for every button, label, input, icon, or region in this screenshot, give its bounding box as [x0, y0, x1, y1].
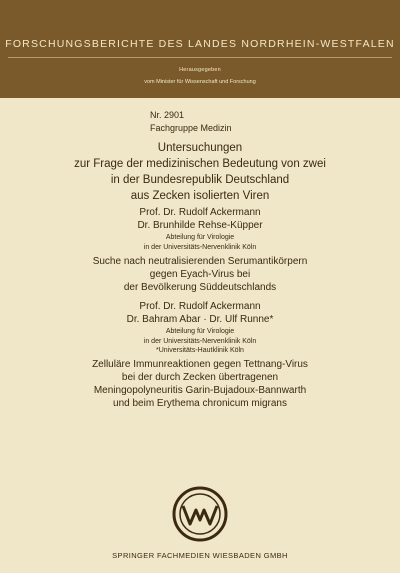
editor-label: Herausgegeben [179, 67, 221, 73]
part-title-line: und beim Erythema chronicum migrans [113, 398, 287, 409]
series-banner [0, 0, 400, 98]
editor-name: vom Minister für Wissenschaft und Forschung [144, 79, 256, 85]
part1-title [0, 255, 400, 294]
affiliation-line: *Universitäts-Hautklinik Köln [156, 347, 244, 354]
part2-title [0, 358, 400, 410]
main-title-line: in der Bundesrepublik Deutschland [110, 174, 290, 186]
part2-affiliation [0, 327, 400, 356]
report-number: Nr. 2901 [150, 110, 185, 120]
part2-authors [0, 300, 400, 326]
affiliation-line: Abteilung für Virologie [165, 328, 235, 335]
main-title-line: aus Zecken isolierten Viren [130, 190, 270, 202]
publisher-name: SPRINGER FACHMEDIEN WIESBADEN GMBH [112, 551, 288, 560]
main-title-line: zur Frage der medizinischen Bedeutung von zwei [74, 158, 326, 170]
author-line: Prof. Dr. Rudolf Ackermann [139, 301, 261, 312]
affiliation-line: Abteilung für Virologie [165, 234, 235, 241]
banner-divider [8, 57, 392, 58]
part1-authors [0, 206, 400, 232]
series-title: FORSCHUNGSBERICHTE DES LANDES NORDRHEIN-WESTFALEN [5, 38, 395, 50]
part1-affiliation [0, 233, 400, 252]
part-title-line: Suche nach neutralisierenden Serumantikörpern [92, 256, 308, 267]
part-title-line: gegen Eyach-Virus bei [149, 269, 251, 280]
part-title-line: bei der durch Zecken übertragenen [121, 372, 279, 383]
part-title-line: Meningopolyneuritis Garin-Bujadoux-Bannwarth [93, 385, 307, 396]
main-title [0, 140, 400, 204]
springer-fachmedien-logo-icon [171, 485, 229, 543]
author-line: Prof. Dr. Rudolf Ackermann [139, 207, 261, 218]
author-line: Dr. Bahram Abar · Dr. Ulf Runne* [126, 314, 274, 325]
author-line: Dr. Brunhilde Rehse-Küpper [137, 220, 263, 231]
main-title-line: Untersuchungen [157, 142, 243, 154]
part-title-line: Zelluläre Immunreaktionen gegen Tettnang-Virus [92, 359, 308, 370]
part-title-line: der Bevölkerung Süddeutschlands [123, 282, 277, 293]
subject-group: Fachgruppe Medizin [150, 123, 232, 133]
affiliation-line: in der Universitäts-Nervenklinik Köln [143, 243, 257, 251]
affiliation-line: in der Universitäts-Nervenklinik Köln [143, 337, 257, 345]
